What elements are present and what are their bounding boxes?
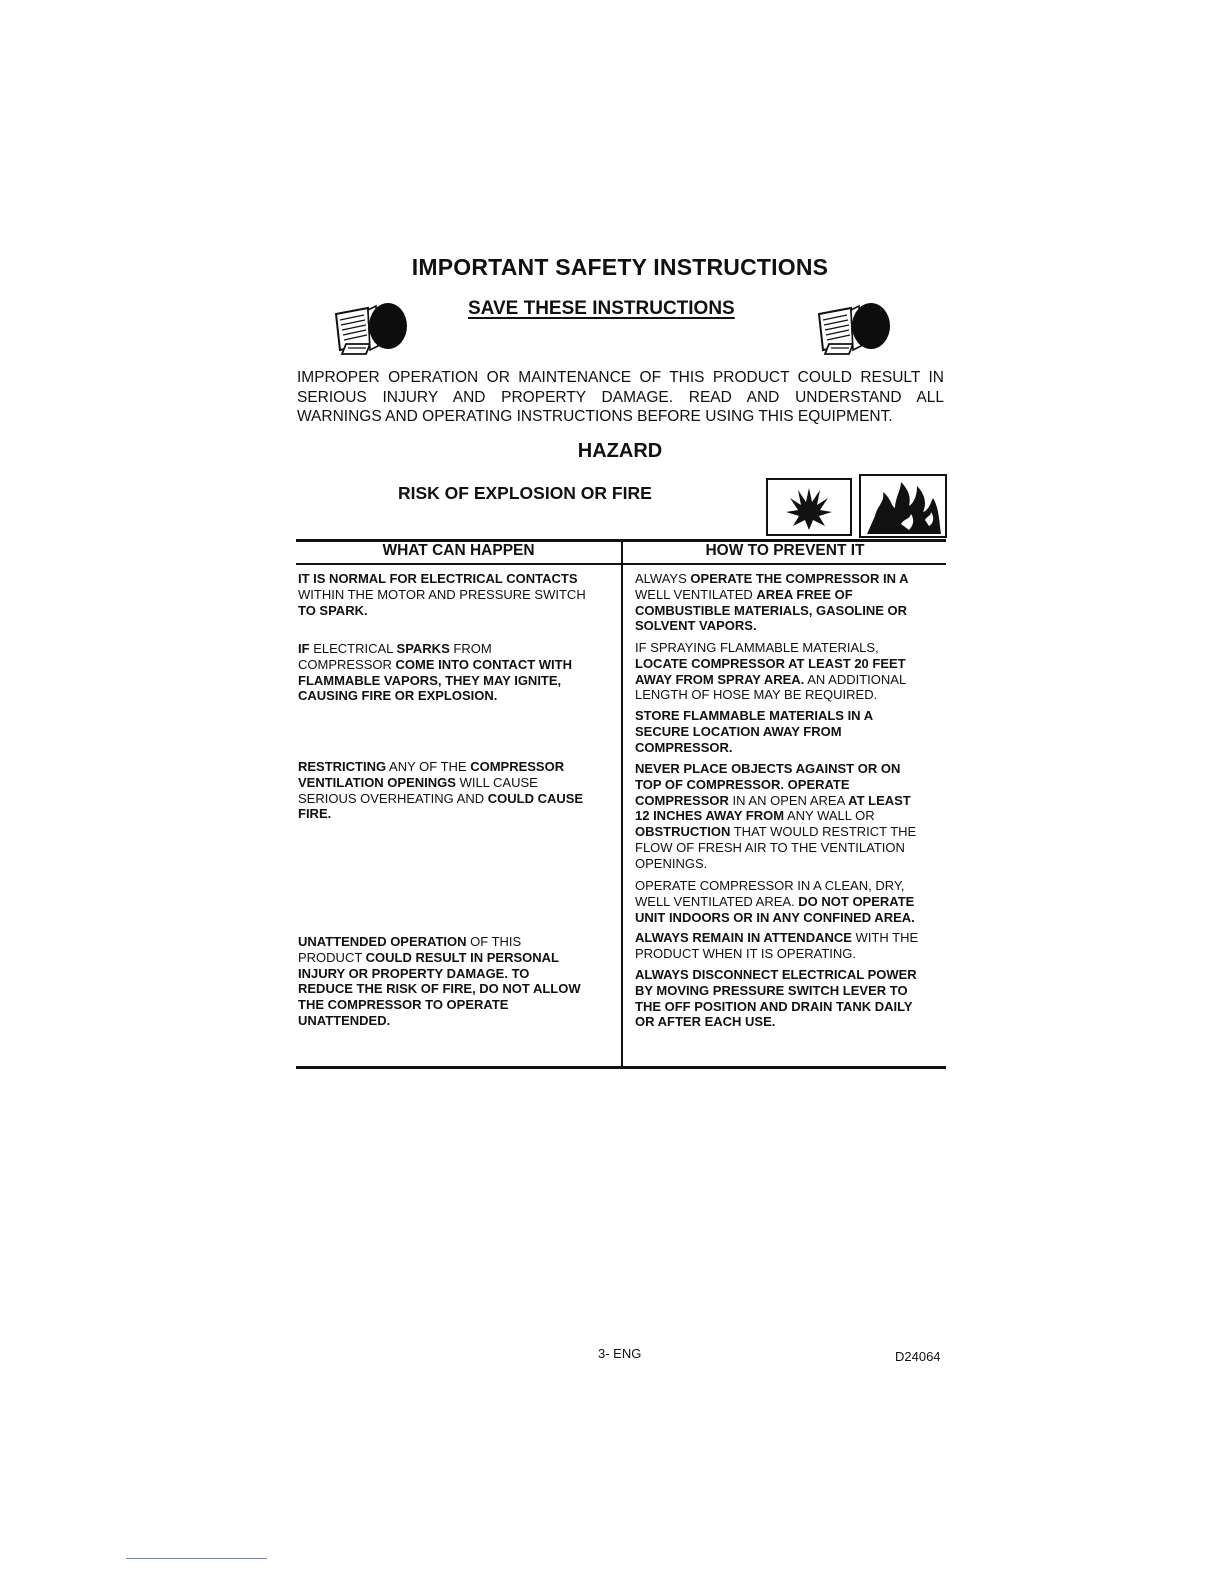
intro-line: IMPROPER OPERATION OR MAINTENANCE OF THIS PRODUCT COULD RESULT IN (297, 369, 944, 386)
hazard-cause-item (298, 759, 614, 822)
text: PRODUCT WHEN IT IS OPERATING. (635, 945, 857, 961)
text-bold: IT IS NORMAL FOR ELECTRICAL CONTACTS (298, 571, 578, 586)
text-bold: STORE FLAMMABLE MATERIALS IN A (635, 708, 874, 723)
text-bold: UNATTENDED. (298, 1012, 391, 1028)
explosion-pictogram (766, 478, 852, 536)
text: AN ADDITIONAL (807, 671, 907, 687)
hazard-cause-item (298, 571, 614, 618)
fire-icon (861, 476, 945, 536)
text-bold: THE OFF POSITION AND DRAIN TANK DAILY (635, 998, 913, 1014)
read-manual-icon (815, 296, 891, 358)
text: FLOW OF FRESH AIR TO THE VENTILATION (635, 839, 905, 855)
header-rule (623, 563, 946, 565)
intro-paragraph (297, 368, 944, 427)
text: OPERATE COMPRESSOR IN A CLEAN, DRY, (635, 878, 905, 893)
text-bold: OR AFTER EACH USE. (635, 1014, 776, 1030)
text-bold: COULD CAUSE (487, 790, 584, 806)
risk-heading: RISK OF EXPLOSION OR FIRE (398, 483, 652, 503)
text-bold: ALWAYS DISCONNECT ELECTRICAL POWER (635, 967, 917, 982)
text-bold: SECURE LOCATION AWAY FROM (635, 723, 842, 739)
read-manual-icon (332, 296, 408, 358)
text-bold: AT LEAST (848, 792, 911, 808)
intro-line: SERIOUS INJURY AND PROPERTY DAMAGE. READ AND UNDERSTAND ALL (297, 388, 944, 406)
text-bold: 12 INCHES AWAY FROM (635, 808, 785, 824)
text-bold: COMPRESSOR (635, 792, 729, 808)
text-bold: COME INTO CONTACT WITH (395, 656, 572, 672)
text-bold: ALWAYS REMAIN IN ATTENDANCE (635, 930, 852, 945)
text-bold: FIRE. (298, 806, 332, 822)
hazard-heading: HAZARD (577, 440, 663, 462)
hazard-cause-item (298, 641, 614, 704)
text: WELL VENTILATED (635, 586, 753, 602)
text-bold: OPERATE THE COMPRESSOR IN A (690, 571, 909, 586)
text: WILL CAUSE (459, 774, 538, 790)
intro-line: WARNINGS AND OPERATING INSTRUCTIONS BEFORE USING THIS EQUIPMENT. (297, 408, 893, 425)
text: SERIOUS OVERHEATING AND (298, 790, 485, 806)
text-bold: SPARKS (396, 641, 450, 656)
table-bottom-rule (296, 1066, 946, 1069)
text: IF SPRAYING FLAMMABLE MATERIALS, (635, 640, 879, 655)
text-bold: VENTILATION OPENINGS (298, 774, 456, 790)
hazard-cause-item (298, 934, 614, 1029)
text-bold: TO SPARK. (298, 602, 368, 618)
text: COMPRESSOR (298, 656, 392, 672)
scan-artifact-line (126, 1558, 267, 1559)
fire-pictogram (859, 474, 947, 538)
table-column-divider (621, 541, 623, 1068)
text-bold: BY MOVING PRESSURE SWITCH LEVER TO (635, 982, 908, 998)
text-bold: COMPRESSOR (470, 759, 565, 774)
text-bold: NEVER PLACE OBJECTS AGAINST OR ON (635, 761, 901, 776)
text-bold: OBSTRUCTION (635, 824, 731, 840)
text: WITHIN THE MOTOR AND PRESSURE SWITCH (298, 586, 586, 602)
text-bold: COMPRESSOR. (635, 739, 733, 755)
text: WELL VENTILATED AREA. (635, 893, 795, 909)
prevention-item (635, 930, 947, 962)
prevention-item (635, 571, 947, 634)
document-code: D24064 (895, 1349, 941, 1364)
text: OPENINGS. (635, 855, 708, 871)
text: WITH THE (855, 930, 919, 945)
text-bold: COULD RESULT IN PERSONAL (365, 949, 559, 965)
text: ELECTRICAL (313, 641, 393, 656)
text-bold: COMBUSTIBLE MATERIALS, GASOLINE OR (635, 602, 908, 618)
text-bold: UNIT INDOORS OR IN ANY CONFINED AREA. (635, 909, 915, 925)
text-bold: AREA FREE OF (756, 586, 853, 602)
text-bold: THE COMPRESSOR TO OPERATE (298, 997, 509, 1013)
text-bold: AWAY FROM SPRAY AREA. (635, 671, 805, 687)
text-bold: TOP OF COMPRESSOR. OPERATE (635, 776, 850, 792)
text: ALWAYS (635, 571, 687, 586)
prevention-item (635, 640, 947, 703)
text-bold: CAUSING FIRE OR EXPLOSION. (298, 688, 498, 704)
text: FROM (453, 641, 492, 656)
text-bold: INJURY OR PROPERTY DAMAGE. TO (298, 965, 530, 981)
column-header-how-to-prevent: HOW TO PREVENT IT (705, 542, 865, 559)
prevention-item (635, 708, 947, 755)
page-title: IMPORTANT SAFETY INSTRUCTIONS (411, 254, 829, 280)
save-instructions-heading: SAVE THESE INSTRUCTIONS (468, 298, 735, 319)
text-bold: UNATTENDED OPERATION (298, 934, 467, 949)
page-number: 3- ENG (598, 1346, 642, 1361)
text-bold: IF (298, 641, 310, 656)
header-rule (296, 563, 621, 565)
text: ANY OF THE (389, 759, 467, 774)
text: LENGTH OF HOSE MAY BE REQUIRED. (635, 687, 878, 703)
prevention-item (635, 761, 947, 872)
text: ANY WALL OR (786, 808, 875, 824)
prevention-item (635, 878, 947, 925)
text-bold: LOCATE COMPRESSOR AT LEAST 20 FEET (635, 655, 906, 671)
text: PRODUCT (298, 949, 363, 965)
explosion-icon (768, 480, 850, 534)
text-bold: REDUCE THE RISK OF FIRE, DO NOT ALLOW (298, 981, 581, 997)
text: OF THIS (470, 934, 522, 949)
column-header-what-can-happen: WHAT CAN HAPPEN (382, 542, 535, 559)
text-bold: SOLVENT VAPORS. (635, 618, 757, 634)
text: THAT WOULD RESTRICT THE (733, 824, 917, 840)
text-bold: RESTRICTING (298, 759, 387, 774)
text-bold: DO NOT OPERATE (798, 893, 915, 909)
text-bold: FLAMMABLE VAPORS, THEY MAY IGNITE, (298, 672, 562, 688)
prevention-item (635, 967, 947, 1030)
text: IN AN OPEN AREA (732, 792, 845, 808)
